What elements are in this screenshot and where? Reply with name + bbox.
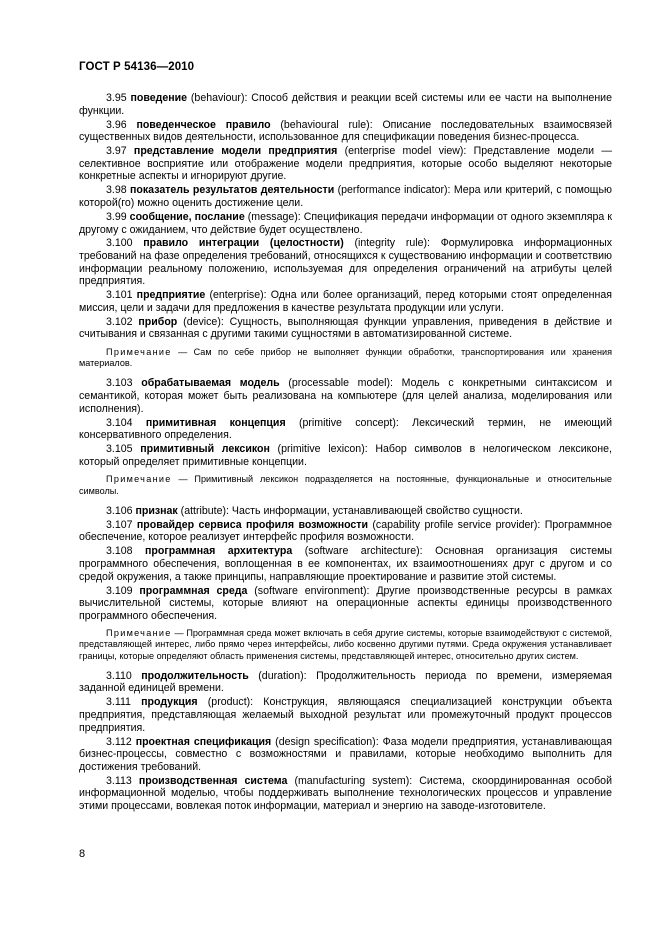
term-entry [79,184,612,209]
note-label: Примечание [106,347,172,358]
term-number: 3.98 [106,184,127,197]
term-definition: (design specification): Фаза модели предприятия, устанавливающая бизнес-процессы, совместно с возможностями и правилами, которые необходимо выполнить для достижения требований. [79,735,612,773]
term-name: признак [135,504,178,517]
term-number: 3.100 [106,237,133,250]
term-definition: (attribute): Часть информации, устанавливающей свойство сущности. [177,504,523,517]
term-name: проектная спецификация [135,735,272,748]
term-number: 3.102 [106,315,133,328]
term-number: 3.111 [106,696,131,709]
note [79,347,612,369]
term-entry [79,119,612,144]
term-entry [79,443,612,468]
term-entry [79,316,612,341]
term-definition: (behavioural rule): Описание последовательных взаимосвязей существенных видов деятельности, использованное для спецификации поведения бизнес-процесса. [79,118,612,144]
term-entry [79,505,612,518]
term-number: 3.95 [106,92,127,104]
term-entry [79,417,612,442]
note [79,628,612,662]
term-number: 3.97 [106,145,127,158]
terms-list [79,92,612,814]
term-definition: (processable model): Модель с конкретными синтаксисом и семантикой, которая может быть реализована на компьютере (для целей анализа, моделирования или исполнения). [79,377,612,415]
note-label: Примечание [106,628,172,639]
term-definition: (software environment): Другие производственные ресурсы в рамках вычислительной системы, которые влияют на операционные аспекты единицы производственного программного обеспечения. [79,584,612,622]
term-number: 3.101 [106,289,133,302]
term-definition: (duration): Продолжительность периода по времени, измеряемая заданной единицей времени. [79,669,613,695]
term-name: сообщение, послание [129,210,245,223]
term-definition: (manufacturing system): Система, скоординированная особой информационной моделью, чтобы поддерживать выполнение технологических процессов и управление этими процессами, вовлекая поток информации, материал и энергию на заводе-изготовителе. [79,774,612,812]
term-name: поведенческое правило [136,118,271,131]
term-entry [79,519,612,544]
term-number: 3.96 [106,118,127,131]
term-name: производственная система [138,774,288,787]
term-entry [79,585,612,623]
term-name: предприятие [136,289,206,302]
term-number: 3.110 [106,669,132,682]
term-definition: (message): Спецификация передачи информации от одного экземпляра к другому с ожиданием, что действие будет осуществлено. [79,210,612,236]
term-name: программная среда [139,584,248,597]
term-name: примитивная концепция [145,416,286,429]
term-name: программная архитектура [144,545,293,558]
term-name: продукция [141,696,198,709]
term-definition: (performance indicator): Мера или критерий, с помощью которой(го) можно оценить достижение цели. [79,184,612,209]
term-name: продолжительность [141,669,249,682]
term-definition: (behaviour): Способ действия и реакции всей системы или ее части на выполнение функции. [79,92,612,117]
document-header: ГОСТ Р 54136—2010 [79,61,195,73]
term-definition: (integrity rule): Формулировка информационных требований на фазе определения требований, относящихся к существованию информации и соответствию информации реальному положению, используемая для определения ограничений на атрибуты целей предприятия. [79,237,612,288]
term-entry [79,736,612,774]
term-number: 3.99 [106,210,127,223]
term-entry [79,237,612,287]
term-entry [79,545,612,583]
term-entry [79,377,612,415]
term-number: 3.105 [106,443,133,456]
note-label: Примечание [106,474,172,485]
term-definition: (enterprise): Одна или более организаций, перед которыми стоят определенная миссия, цели и задачи для предложения в качестве результата продукции или услуги. [79,289,612,314]
term-number: 3.109 [106,584,133,597]
term-definition: (software architecture): Основная организация системы программного обеспечения, воплощенная в ее компонентах, их взаимоотношениях друг с другом и со средой окружения, а также принципы, направляющие проектирование и развитие этой системы. [79,545,612,583]
term-number: 3.107 [106,518,133,531]
term-entry [79,145,612,183]
term-name: показатель результатов деятельности [130,184,335,197]
term-number: 3.106 [106,504,133,517]
page-number: 8 [79,848,86,860]
term-entry [79,670,612,695]
term-entry [79,211,612,236]
term-name: представление модели предприятия [133,145,338,158]
term-definition: (capability profile service provider): Программное обеспечение, которое реализует интерфейс профиля возможности. [79,518,612,544]
term-definition: (enterprise model view): Представление модели — селективное восприятие или отображение модели предприятия, которые особо выделяют некоторые конкретные аспекты и игнорируют другие. [79,145,612,183]
term-name: примитивный лексикон [140,443,270,456]
term-definition: (primitive concept): Лексический термин, не имеющий консервативного определения. [79,416,612,442]
term-definition: (product): Конструкция, являющаяся специализацией конструкции объекта предприятия, представляющая желаемый выходной результат или промежуточный продукт процессов предприятия. [79,696,612,734]
note-text: — Программная среда может включать в себя другие системы, которые взаимодействуют с системой, представляющей интерес, либо прямо через интерфейсы, либо косвенно другими путями. Среда окружения устанавливает границы, которые определяют область применения системы, представляющей интерес, относительно других систем. [79,628,612,661]
term-number: 3.112 [106,735,132,748]
term-entry [79,775,612,813]
term-number: 3.103 [106,377,133,390]
term-name: обрабатываемая модель [141,377,280,390]
note-text: — Примитивный лексикон подразделяется на постоянные, функциональные и относительные символы. [79,474,612,496]
term-definition: (device): Сущность, выполняющая функции управления, приведения в действие и считывания и связанная с другими такими сущностями в автоматизированной системе. [79,315,612,341]
term-name: правило интеграции (целостности) [143,237,344,250]
note [79,474,612,496]
term-entry [79,289,612,314]
term-entry [79,92,612,117]
term-number: 3.108 [106,545,133,558]
term-name: прибор [138,315,178,328]
note-text: — Сам по себе прибор не выполняет функции обработки, транспортирования или хранения материалов. [79,347,612,369]
term-entry [79,696,612,734]
term-name: поведение [130,92,188,104]
term-definition: (primitive lexicon): Набор символов в нелогическом лексиконе, который определяет примитивные концепции. [79,443,612,468]
term-name: провайдер сервиса профиля возможности [136,518,369,531]
term-number: 3.113 [106,774,132,787]
term-number: 3.104 [106,416,133,429]
